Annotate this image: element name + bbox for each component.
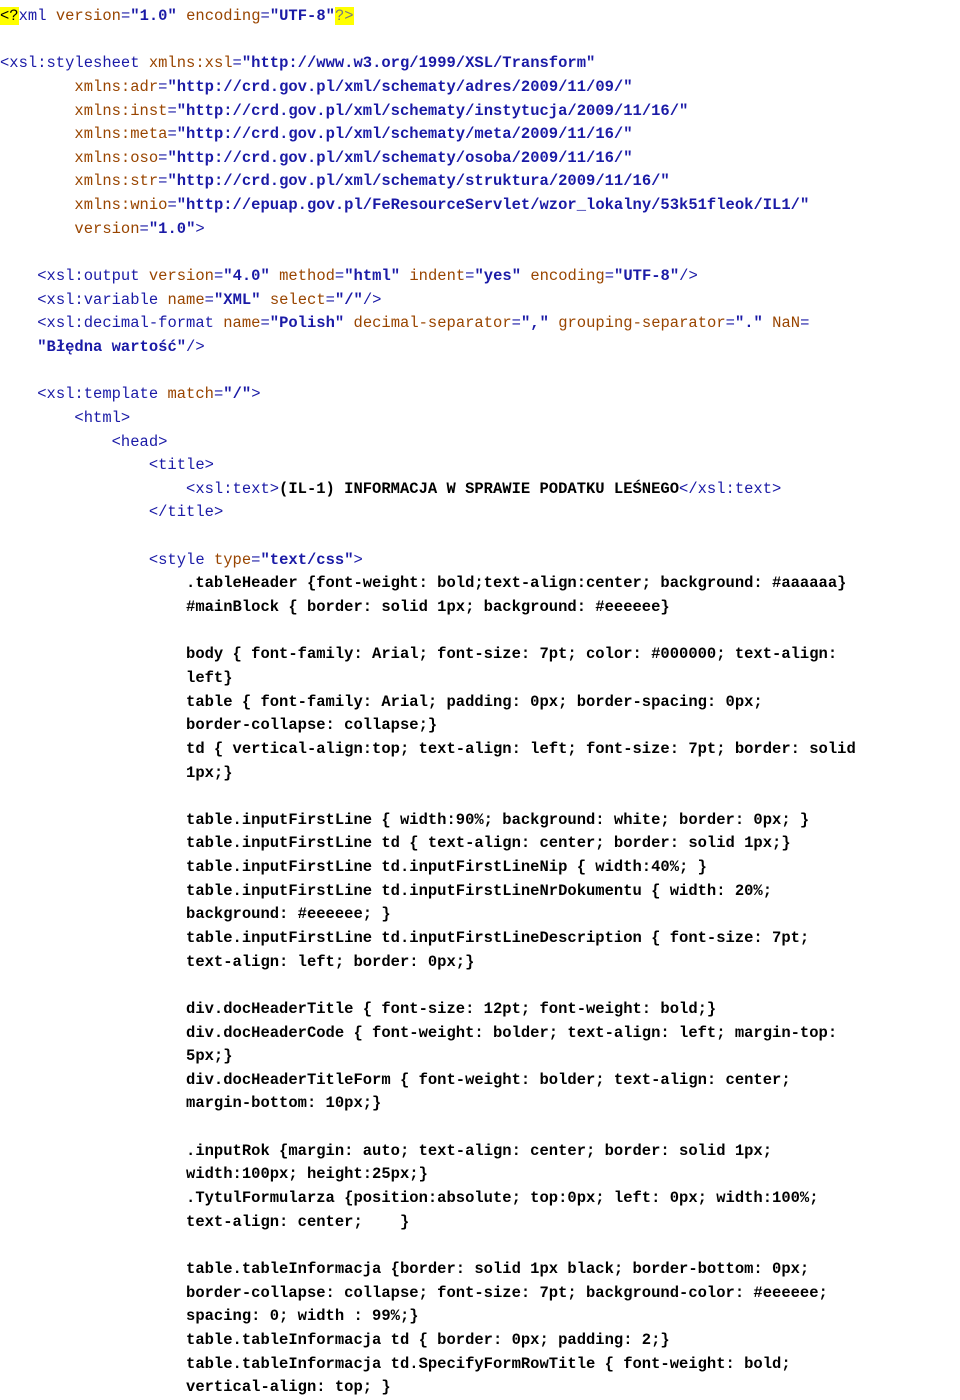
indent	[0, 764, 186, 782]
indent	[0, 149, 74, 167]
code-line	[0, 951, 960, 975]
tag-token: =	[213, 385, 224, 404]
indent	[0, 1024, 186, 1042]
value-token: "1.0"	[148, 219, 196, 238]
code-line	[0, 998, 960, 1022]
text-token: td { vertical-align:top; text-align: left; font-size: 7pt; border: solid	[186, 739, 856, 758]
value-token: "1.0"	[130, 7, 177, 25]
tag-token: <xsl:decimal-format	[37, 314, 224, 333]
indent	[0, 1000, 186, 1018]
text-token: table.tableInformacja td { border: 0px; padding: 2;}	[186, 1330, 670, 1349]
text-token: table.inputFirstLine { width:90%; background: white; border: 0px; }	[186, 810, 810, 829]
code-line	[0, 336, 960, 360]
indent	[0, 385, 37, 403]
code-line	[0, 383, 960, 407]
tag-token: =	[260, 7, 270, 25]
tag-token: =	[213, 267, 224, 286]
indent	[0, 220, 74, 238]
text-token: spacing: 0; width : 99%;}	[186, 1307, 419, 1326]
tag-token: />	[186, 337, 205, 356]
tag-token	[400, 267, 409, 285]
value-token: "/"	[223, 385, 252, 404]
text-token: div.docHeaderCode { font-weight: bolder; text-align: left; margin-top:	[186, 1023, 838, 1042]
indent	[0, 267, 37, 285]
tag-token: <xsl:template	[37, 385, 168, 404]
attribute-token: match	[167, 385, 214, 404]
text-token: table.inputFirstLine td { text-align: center; border: solid 1px;}	[186, 834, 791, 853]
text-token: table.inputFirstLine td.inputFirstLineNrDokumentu { width: 20%;	[186, 881, 773, 900]
tag-token: =	[167, 125, 177, 144]
code-line	[0, 431, 960, 455]
tag-token: <html>	[74, 408, 131, 427]
attribute-token: xmlns:oso	[74, 148, 159, 167]
text-token: text-align: center; }	[186, 1212, 410, 1231]
value-token: ","	[520, 314, 549, 333]
value-token: "UTF-8"	[614, 267, 680, 286]
value-token: "html"	[344, 267, 401, 286]
tag-token: =	[167, 196, 177, 215]
indent	[0, 1094, 186, 1112]
tag-token: =	[158, 172, 168, 191]
text-token: .tableHeader {font-weight: bold;text-align:center; background: #aaaaaa}	[186, 574, 847, 593]
indent	[0, 1213, 186, 1231]
indent	[0, 314, 37, 332]
text-token: width:100px; height:25px;}	[186, 1165, 428, 1184]
tag-token: <xsl:text>	[186, 479, 280, 498]
tag-token: >	[195, 219, 205, 238]
indent	[0, 953, 186, 971]
code-line	[0, 1163, 960, 1187]
tag-token: >	[251, 385, 261, 404]
text-token: border-collapse: collapse;}	[186, 716, 438, 735]
value-token: "XML"	[213, 290, 261, 309]
indent	[0, 716, 186, 734]
text-token: table.inputFirstLine td.inputFirstLineDescription { font-size: 7pt;	[186, 928, 810, 947]
pi-open-token: <?	[0, 7, 19, 25]
text-token: table.tableInformacja {border: solid 1px black; border-bottom: 0px;	[186, 1259, 810, 1278]
attribute-token: method	[279, 267, 335, 286]
tag-token: =	[334, 267, 345, 286]
text-token: text-align: left; border: 0px;}	[186, 952, 475, 971]
value-token: "4.0"	[223, 267, 270, 286]
code-line	[0, 785, 960, 809]
indent	[0, 693, 186, 711]
indent	[0, 598, 186, 616]
indent	[0, 645, 186, 663]
code-line	[0, 289, 960, 313]
indent	[0, 338, 37, 356]
indent	[0, 1047, 186, 1065]
value-token: "."	[734, 314, 763, 333]
text-token: .inputRok {margin: auto; text-align: center; border: solid 1px;	[186, 1141, 773, 1160]
tag-token: <head>	[111, 432, 168, 451]
indent	[0, 196, 74, 214]
text-token: 1px;}	[186, 763, 233, 782]
tag-token: =	[511, 314, 521, 333]
attribute-token: type	[213, 550, 252, 569]
text-token: 5px;}	[186, 1047, 233, 1066]
value-token: "yes"	[474, 267, 521, 286]
indent	[0, 1071, 186, 1089]
code-line	[0, 714, 960, 738]
value-token: "http://crd.gov.pl/xml/schematy/struktura/2009/11/16/"	[167, 172, 670, 191]
attribute-token: grouping-separator	[558, 314, 726, 333]
code-line	[0, 974, 960, 998]
tag-token: =	[204, 290, 214, 309]
tag-token: <xsl:stylesheet	[0, 54, 149, 73]
code-line	[0, 29, 960, 53]
code-line	[0, 1234, 960, 1258]
indent	[0, 1142, 186, 1160]
text-token: margin-bottom: 10px;}	[186, 1094, 382, 1113]
value-token: "text/css"	[260, 550, 354, 569]
code-line	[0, 5, 960, 29]
tag-token: <xsl:output	[37, 267, 149, 286]
indent	[0, 669, 186, 687]
value-token: "http://crd.gov.pl/xml/schematy/adres/2009/11/09/"	[167, 77, 633, 96]
text-token: vertical-align: top; }	[186, 1378, 391, 1397]
tag-token: =	[260, 314, 270, 333]
indent	[0, 551, 149, 569]
tag-token: >	[353, 550, 363, 569]
attribute-token: indent	[409, 267, 466, 286]
value-token: "http://crd.gov.pl/xml/schematy/osoba/2009/11/16/"	[167, 148, 633, 167]
tag-token: =	[604, 267, 615, 286]
code-line	[0, 170, 960, 194]
attribute-token: version	[74, 219, 140, 238]
text-token: div.docHeaderTitle { font-size: 12pt; font-weight: bold;}	[186, 999, 717, 1018]
tag-token	[270, 267, 279, 285]
tag-token: =	[167, 101, 177, 120]
indent	[0, 834, 186, 852]
indent	[0, 125, 74, 143]
code-line	[0, 100, 960, 124]
code-line	[0, 1045, 960, 1069]
tag-token: =	[325, 290, 335, 309]
tag-token: =	[158, 77, 168, 96]
code-line	[0, 123, 960, 147]
text-token: body { font-family: Arial; font-size: 7pt; color: #000000; text-align:	[186, 645, 838, 664]
pi-close-token: ?>	[334, 7, 354, 25]
text-token: #mainBlock { border: solid 1px; background: #eeeeee}	[186, 598, 670, 617]
tag-token: =	[158, 148, 168, 167]
tag-token	[177, 7, 186, 25]
code-line	[0, 856, 960, 880]
tag-token: </xsl:text>	[679, 479, 782, 498]
indent	[0, 456, 149, 474]
code-line	[0, 265, 960, 289]
indent	[0, 858, 186, 876]
tag-token: =	[232, 54, 242, 73]
code-line	[0, 1211, 960, 1235]
code-line	[0, 620, 960, 644]
code-line	[0, 832, 960, 856]
indent	[0, 882, 186, 900]
attribute-token: NaN	[772, 314, 801, 333]
indent	[0, 740, 186, 758]
attribute-token: select	[269, 290, 326, 309]
text-token: background: #eeeeee; }	[186, 905, 391, 924]
indent	[0, 409, 74, 427]
code-line	[0, 1069, 960, 1093]
code-line	[0, 1187, 960, 1211]
tag-token: =	[120, 7, 131, 25]
tag-token: xml	[18, 7, 56, 25]
value-token: "http://epuap.gov.pl/FeResourceServlet/wzor_lokalny/53k51fleok/IL1/"	[176, 196, 810, 215]
tag-token: =	[800, 314, 810, 333]
text-token: left}	[186, 668, 233, 687]
code-line	[0, 1305, 960, 1329]
text-token: table.inputFirstLine td.inputFirstLineNip { width:40%; }	[186, 858, 707, 877]
code-line	[0, 218, 960, 242]
attribute-token: xmlns:str	[74, 172, 159, 191]
value-token: "Polish"	[269, 314, 345, 333]
tag-token: <style	[148, 550, 214, 569]
attribute-token: xmlns:adr	[74, 77, 159, 96]
indent	[0, 78, 74, 96]
code-line	[0, 927, 960, 951]
code-line	[0, 76, 960, 100]
code-line	[0, 360, 960, 384]
code-line	[0, 501, 960, 525]
indent	[0, 905, 186, 923]
attribute-token: xmlns:inst	[74, 101, 168, 120]
attribute-token: encoding	[186, 7, 261, 25]
indent	[0, 1165, 186, 1183]
attribute-token: decimal-separator	[353, 314, 512, 333]
indent	[0, 1260, 186, 1278]
value-token: "/"	[334, 290, 363, 309]
code-line	[0, 691, 960, 715]
code-line	[0, 738, 960, 762]
tag-token: />	[679, 267, 698, 286]
code-line	[0, 572, 960, 596]
indent	[0, 291, 37, 309]
tag-token: </title>	[148, 503, 224, 522]
indent	[0, 172, 74, 190]
tag-token	[261, 291, 270, 309]
code-line	[0, 643, 960, 667]
code-line	[0, 478, 960, 502]
indent	[0, 1307, 186, 1325]
tag-token: =	[725, 314, 735, 333]
text-token: border-collapse: collapse; font-size: 7pt; background-color: #eeeeee;	[186, 1283, 828, 1302]
attribute-token: xmlns:xsl	[148, 54, 233, 73]
indent	[0, 480, 186, 498]
code-line	[0, 1258, 960, 1282]
value-token: "http://crd.gov.pl/xml/schematy/meta/2009/11/16/"	[176, 125, 633, 144]
code-line	[0, 549, 960, 573]
code-line	[0, 880, 960, 904]
tag-token: =	[139, 219, 149, 238]
text-token: table.tableInformacja td.SpecifyFormRowTitle { font-weight: bold;	[186, 1354, 791, 1373]
code-line	[0, 1116, 960, 1140]
code-line	[0, 52, 960, 76]
value-token: "Błędna wartość"	[37, 337, 187, 356]
code-line	[0, 1092, 960, 1116]
code-line	[0, 1022, 960, 1046]
attribute-token: version	[55, 7, 121, 25]
code-line	[0, 147, 960, 171]
indent	[0, 811, 186, 829]
tag-token: <xsl:variable	[37, 290, 168, 309]
attribute-token: name	[167, 290, 205, 309]
tag-token	[763, 314, 772, 332]
indent	[0, 929, 186, 947]
code-line	[0, 1329, 960, 1353]
code-line	[0, 454, 960, 478]
attribute-token: encoding	[530, 267, 605, 286]
attribute-token: xmlns:wnio	[74, 196, 168, 215]
tag-token	[521, 267, 530, 285]
code-line	[0, 809, 960, 833]
code-line	[0, 667, 960, 691]
indent	[0, 102, 74, 120]
tag-token	[344, 314, 353, 332]
indent	[0, 433, 112, 451]
indent	[0, 1378, 186, 1396]
indent	[0, 574, 186, 592]
tag-token	[549, 314, 558, 332]
indent	[0, 1189, 186, 1207]
value-token: "UTF-8"	[269, 7, 335, 25]
value-token: "http://www.w3.org/1999/XSL/Transform"	[241, 54, 596, 73]
tag-token: =	[465, 267, 475, 286]
attribute-token: name	[223, 314, 261, 333]
text-token: .TytulFormularza {position:absolute; top:0px; left: 0px; width:100%;	[186, 1189, 819, 1208]
text-token: div.docHeaderTitleForm { font-weight: bolder; text-align: center;	[186, 1070, 791, 1089]
code-line	[0, 312, 960, 336]
code-line	[0, 525, 960, 549]
tag-token: />	[362, 290, 382, 309]
text-token: (IL-1) INFORMACJA W SPRAWIE PODATKU LEŚNEGO	[279, 479, 680, 498]
tag-token: =	[251, 550, 261, 569]
code-line	[0, 407, 960, 431]
code-line	[0, 596, 960, 620]
attribute-token: xmlns:meta	[74, 125, 168, 144]
indent	[0, 503, 149, 521]
code-line	[0, 1376, 960, 1400]
attribute-token: version	[148, 267, 214, 286]
value-token: "http://crd.gov.pl/xml/schematy/instytucja/2009/11/16/"	[176, 101, 689, 120]
indent	[0, 1331, 186, 1349]
indent	[0, 1355, 186, 1373]
code-line	[0, 1282, 960, 1306]
text-token: table { font-family: Arial; padding: 0px; border-spacing: 0px;	[186, 692, 763, 711]
indent	[0, 1284, 186, 1302]
code-line	[0, 903, 960, 927]
code-line	[0, 241, 960, 265]
tag-token: <title>	[148, 456, 214, 475]
code-line	[0, 762, 960, 786]
code-line	[0, 194, 960, 218]
code-line	[0, 1353, 960, 1377]
code-line	[0, 1140, 960, 1164]
